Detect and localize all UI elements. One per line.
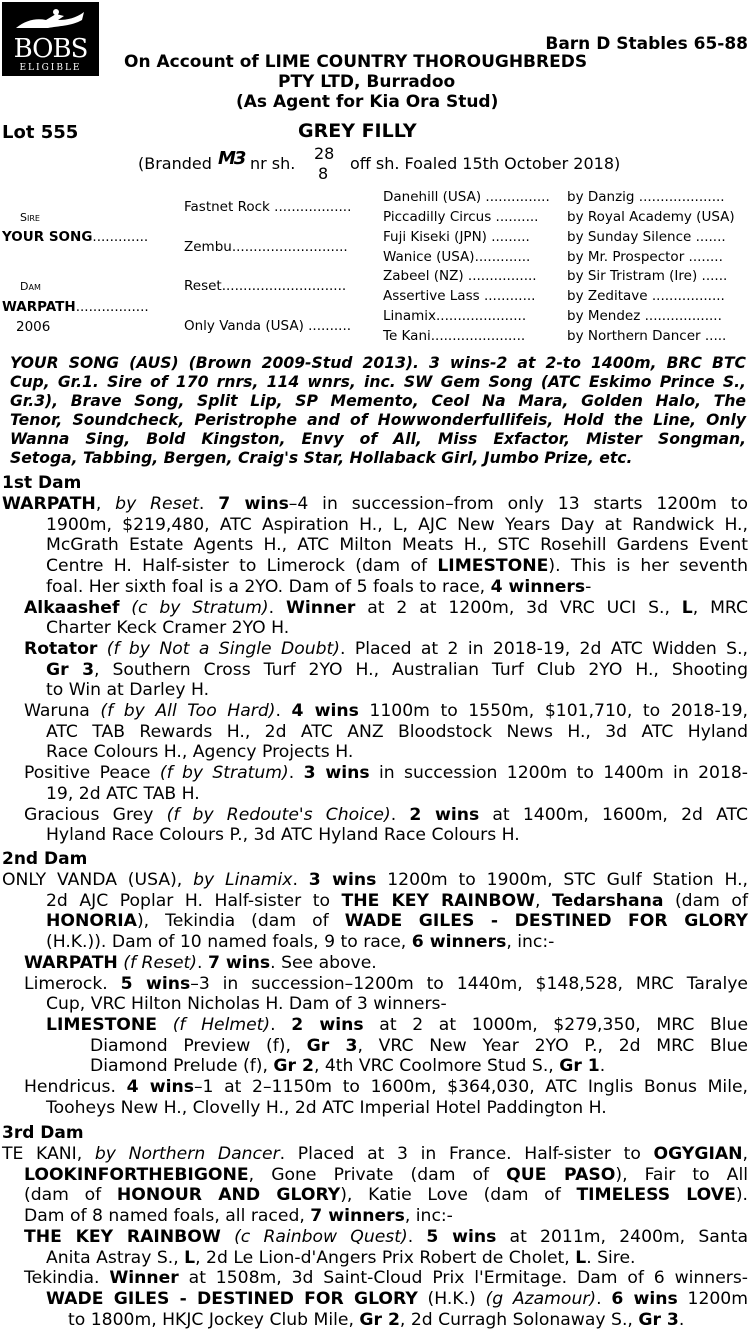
gen3-5: Zabeel (NZ) ................ [383,268,537,284]
gen2-1: Fastnet Rock .................. [184,199,352,215]
dam-name: WARPATH................. [2,299,149,315]
section-2nd-dam: 2nd Dam [2,849,88,869]
brand-near: nr sh. [250,154,296,173]
gen4-6: by Zeditave ................. [567,288,725,304]
gen4-1: by Danzig .................... [567,189,725,205]
dam-label: Dam [20,280,41,293]
gen3-7: Linamix..................... [383,308,527,324]
gen3-2: Piccadilly Circus .......... [383,209,539,225]
sire-label: Sire [20,211,40,224]
gen4-4: by Mr. Prospector ........ [567,249,723,265]
section-1st-dam: 1st Dam [2,473,82,493]
logo-subtext: ELIGIBLE [19,63,82,73]
gen4-3: by Sunday Silence ....... [567,229,726,245]
gen2-3: Reset............................. [184,278,347,294]
third-dam-text: TE KANI, by Northern Dancer. Placed at 3 in France. Half-sister to OGYGIAN, LOOKINFORTHEBIGONE, Gone Private (dam of QUE PASO), Fair to All (dam of HONOUR AND GLORY), Katie Love (dam of TIMELESS LOVE). Dam of 8 named foals, all raced, 7 winners, inc:- THE KEY RAINBOW (c Rainbow Quest). 5 wins at 2011m, 2400m, Santa Anita Astray S., L, 2d Le Lion-d'Angers Prix Robert de Cholet, L. Sire. Tekindia. Winner at 1508m, 3d Saint-Cloud Prix l'Ermitage. Dam of 6 winners- WADE GILES - DESTINED FOR GLORY (H.K.) (g Azamour). 6 wins 1200m to 1800m, HKJC Jockey Club Mile, Gr 2, 2d Curragh Solonaway S., Gr 3. [2,1144,748,1330]
second-dam-text: ONLY VANDA (USA), by Linamix. 3 wins 1200m to 1900m, STC Gulf Station H., 2d AJC Poplar H. Half-sister to THE KEY RAINBOW, Tedarshana (dam of HONORIA), Tekindia (dam of WADE GILES - DESTINED FOR GLORY (H.K.)). Dam of 10 named foals, 9 to race, 6 winners, inc:- WARPATH (f Reset). 7 wins. See above. Limerock. 5 wins–3 in succession–1200m to 1440m, $148,528, MRC Taralye Cup, VRC Hilton Nicholas H. Dam of 3 winners- LIMESTONE (f Helmet). 2 wins at 2 at 1000m, $279,350, MRC Blue Diamond Preview (f), Gr 3, VRC New Year 2YO P., 2d MRC Blue Diamond Prelude (f), Gr 2, 4th VRC Coolmore Stud S., Gr 1. Hendricus. 4 wins–1 at 2–1150m to 1600m, $364,030, ATC Inglis Bonus Mile, Tooheys New H., Clovelly H., 2d ATC Imperial Hotel Paddington H. [2,870,749,1118]
account-line-3: (As Agent for Kia Ora Stud) [236,92,499,112]
account-line-2: PTY LTD, Burradoo [278,72,456,92]
gen4-2: by Royal Academy (USA) [567,209,735,225]
brand-denominator: 8 [318,164,329,183]
horse-rider-icon [12,8,88,34]
brand-pre: (Branded [138,154,212,173]
brand-numerator: 28 [314,144,335,163]
gen3-1: Danehill (USA) ............... [383,189,550,205]
barn-stables: Barn D Stables 65-88 [545,34,748,54]
gen4-5: by Sir Tristram (Ire) ...... [567,268,728,284]
section-3rd-dam: 3rd Dam [2,1123,84,1143]
gen3-6: Assertive Lass ............ [383,288,536,304]
brand-mark: M3 [218,148,245,169]
sire-summary: YOUR SONG (AUS) (Brown 2009-Stud 2013). 3 wins-2 at 2-to 1400m, BRC BTC Cup, Gr.1. Sire of 170 rnrs, 114 wnrs, inc. SW Gem Song (ATC Eskimo Prince S., Gr.3), Brave Song, Split Lip, SP Memento, Ceol Na Mara, Golden Halo, The Tenor, Soundcheck, Peristrophe and of Howwonderfullifeis, Hold the Line, Only Wanna Sing, Bold Kingston, Envy of All, Miss Exfactor, Mister Songman, Setoga, Tabbing, Bergen, Craig's Star, Hollaback Girl, Jumbo Prize, etc. [10,354,746,467]
gen3-4: Wanice (USA)............. [383,249,531,265]
sire-name: YOUR SONG............. [2,229,149,245]
first-dam-text: WARPATH, by Reset. 7 wins–4 in succession–from only 13 starts 1200m to 1900m, $219,480, ATC Aspiration H., L, AJC New Years Day at Randwick H., McGrath Estate Agents H., ATC Milton Meats H., STC Rosehill Gardens Event Centre H. Half-sister to Limerock (dam of LIMESTONE). This is her seventh foal. Her sixth foal is a 2YO. Dam of 5 foals to race, 4 winners- Alkaashef (c by Stratum). Winner at 2 at 1200m, 3d VRC UCI S., L, MRC Charter Keck Cramer 2YO H. Rotator (f by Not a Single Doubt). Placed at 2 in 2018-19, 2d ATC Widden S., Gr 3, Southern Cross Turf 2YO H., Australian Turf Club 2YO H., Shooting to Win at Darley H. Waruna (f by All Too Hard). 4 wins 1100m to 1550m, $101,710, to 2018-19, ATC TAB Rewards H., 2d ATC ANZ Bloodstock News H., 3d ATC Hyland Race Colours H., Agency Projects H. Positive Peace (f by Stratum). 3 wins in succession 1200m to 1400m in 2018- 19, 2d ATC TAB H. Gracious Grey (f by Redoute's Choice). 2 wins at 1400m, 1600m, 2d ATC Hyland Race Colours P., 3d ATC Hyland Race Colours H. [2,494,749,846]
gen2-2: Zembu........................... [184,239,348,255]
account-line-1: On Account of LIME COUNTRY THOROUGHBREDS [124,52,588,72]
gen4-8: by Northern Dancer ..... [567,328,727,344]
gen2-4: Only Vanda (USA) .......... [184,318,352,334]
bobs-eligible-logo [2,2,99,76]
gen4-7: by Mendez .................. [567,308,722,324]
gen3-3: Fuji Kiseki (JPN) ......... [383,229,530,245]
brand-post: off sh. Foaled 15th October 2018) [350,154,621,173]
gen3-8: Te Kani...................... [383,328,526,344]
logo-text: BOBS [13,34,88,64]
dam-year: 2006 [16,319,51,335]
lot-number: Lot 555 [2,122,79,143]
horse-title: GREY FILLY [298,120,417,142]
